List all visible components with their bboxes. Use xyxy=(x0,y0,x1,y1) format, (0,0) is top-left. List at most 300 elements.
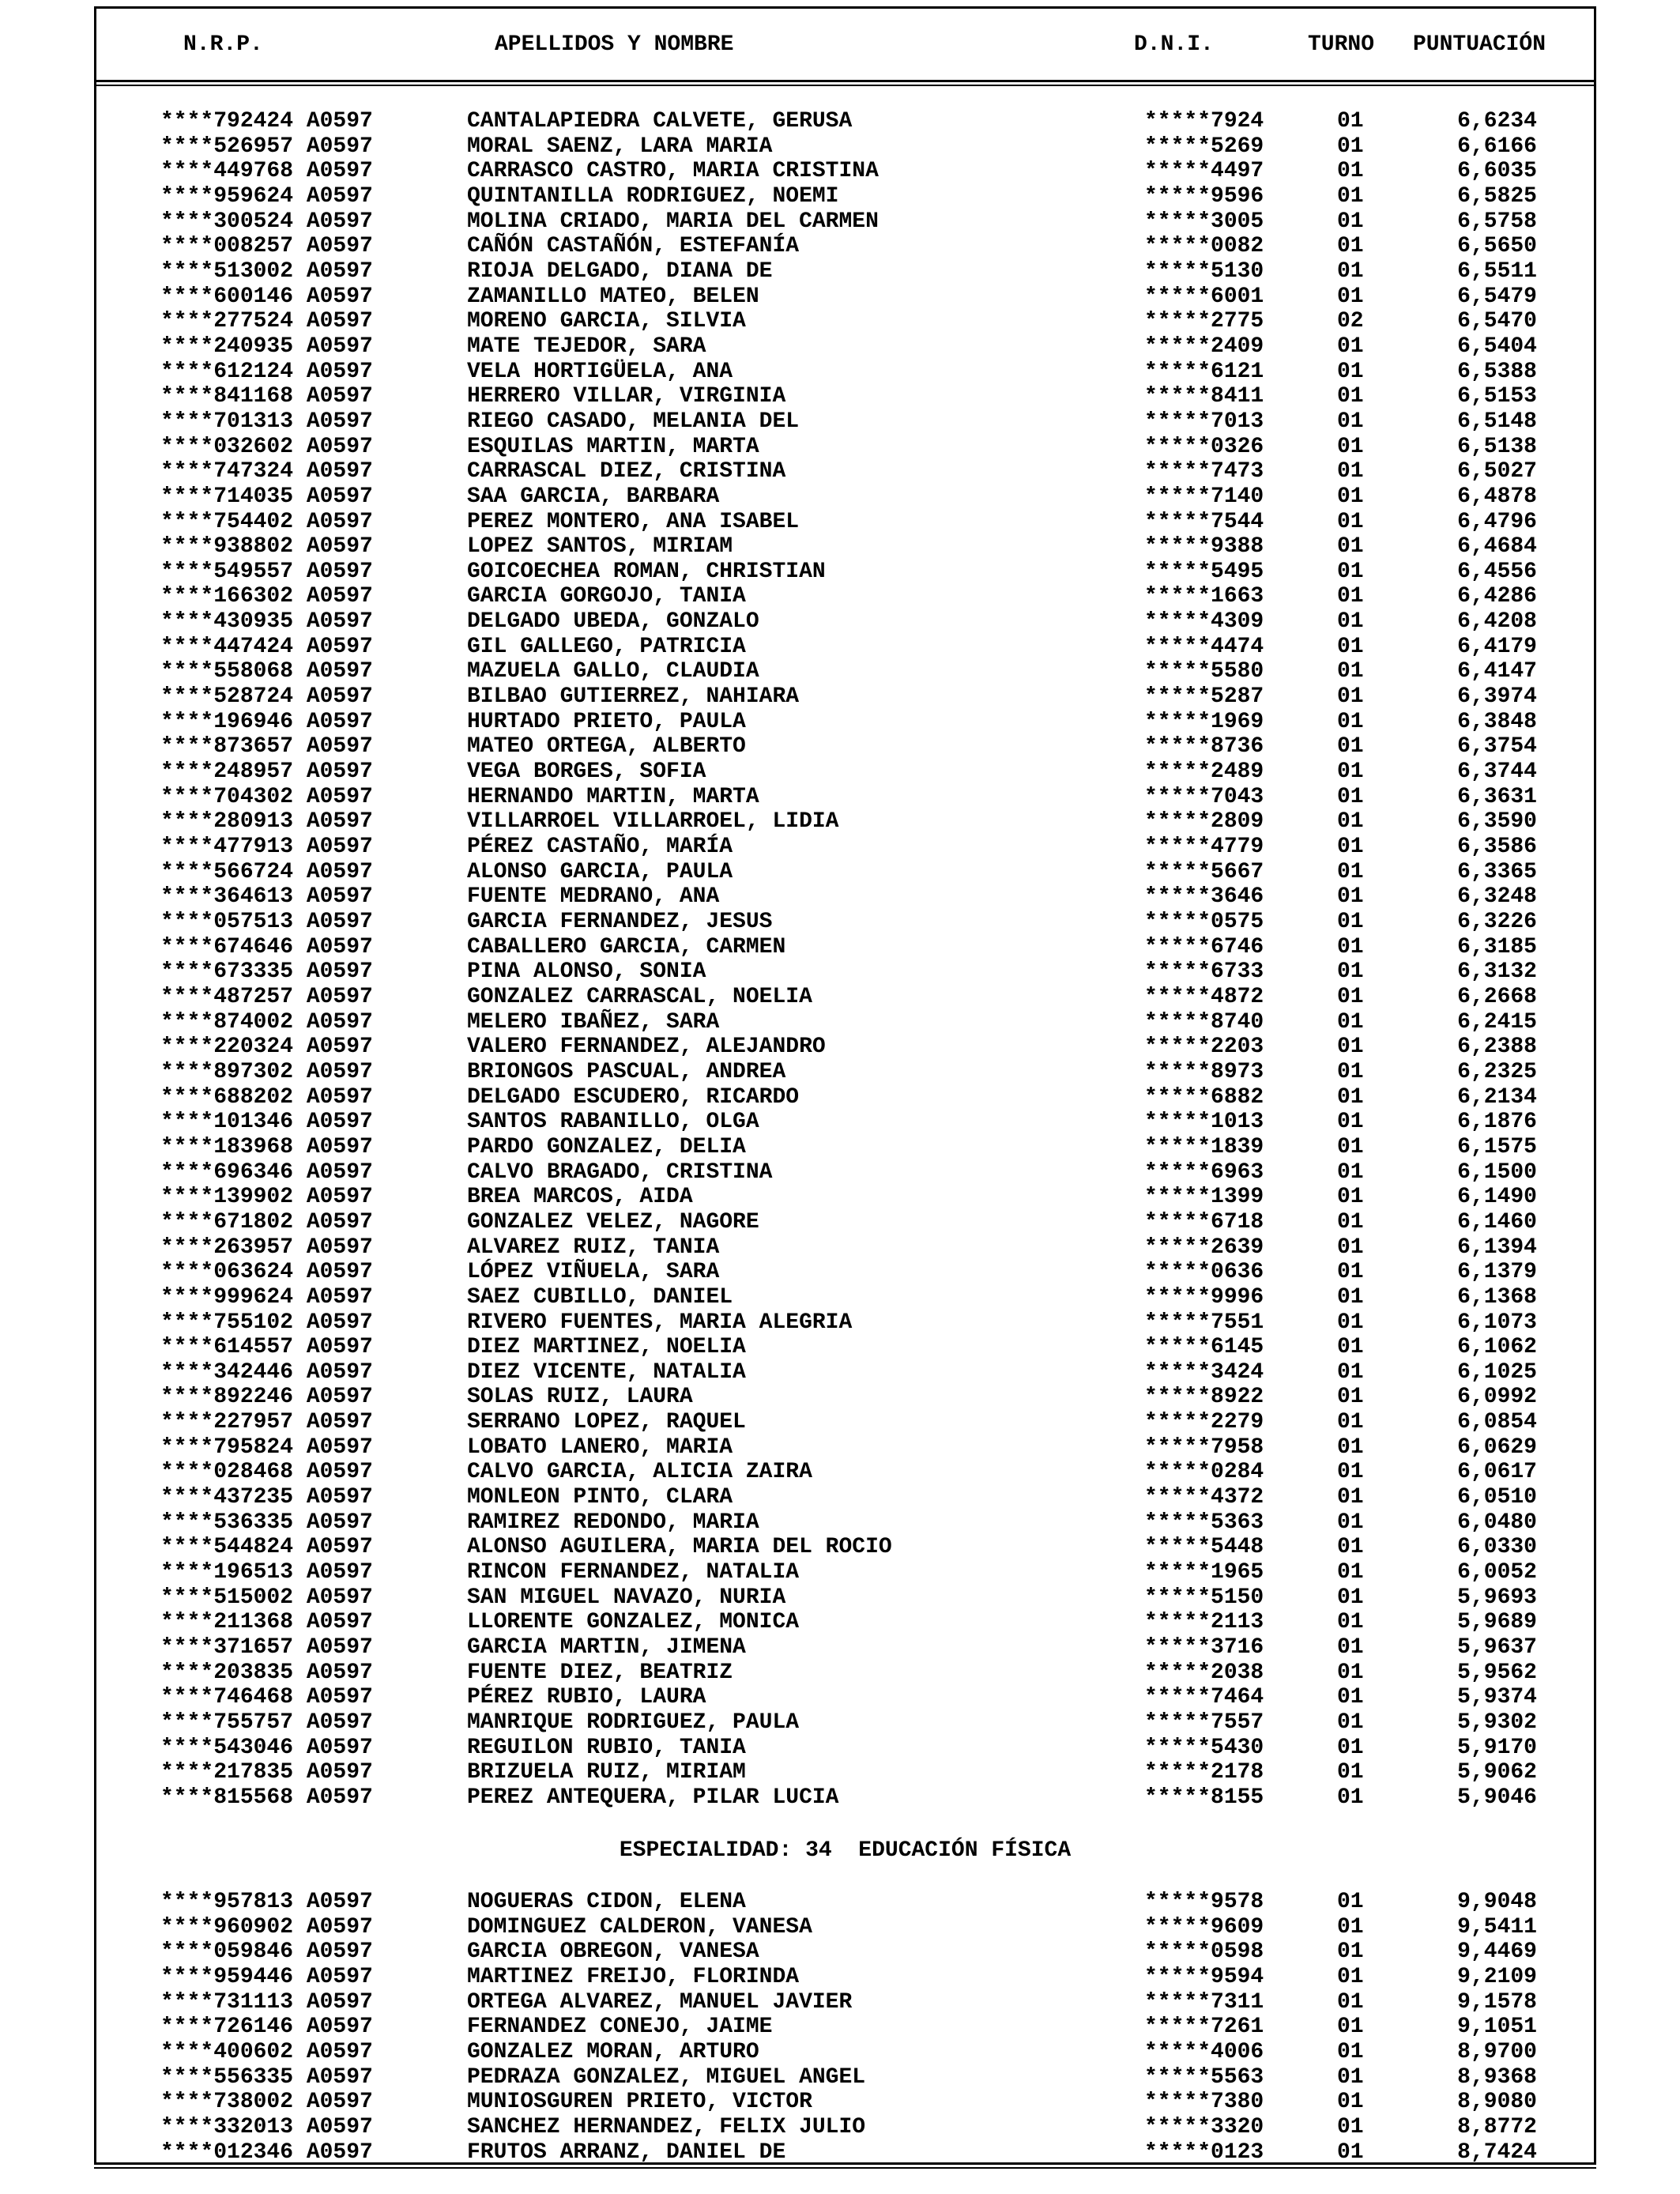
cell-turno: 01 xyxy=(1337,459,1364,484)
cell-dni: *****7380 xyxy=(1144,2090,1264,2115)
cell-nrp: ****342446 A0597 xyxy=(160,1359,373,1385)
cell-dni: *****8922 xyxy=(1144,1385,1264,1410)
cell-name: QUINTANILLA RODRIGUEZ, NOEMI xyxy=(467,183,839,209)
cell-puntuacion: 6,3631 xyxy=(1457,784,1537,809)
table-row xyxy=(0,1635,1680,1661)
cell-dni: *****9996 xyxy=(1144,1284,1264,1310)
cell-nrp: ****671802 A0597 xyxy=(160,1209,373,1235)
cell-name: ALONSO AGUILERA, MARIA DEL ROCIO xyxy=(467,1535,892,1560)
cell-dni: *****9578 xyxy=(1144,1890,1264,1914)
cell-name: MORENO GARCIA, SILVIA xyxy=(467,309,746,334)
cell-puntuacion: 6,2668 xyxy=(1457,984,1537,1009)
table-row xyxy=(0,534,1680,560)
cell-puntuacion: 6,1394 xyxy=(1457,1235,1537,1260)
cell-dni: *****0082 xyxy=(1144,234,1264,259)
cell-name: BRIONGOS PASCUAL, ANDREA xyxy=(467,1059,786,1084)
cell-turno: 01 xyxy=(1337,1940,1364,1965)
cell-puntuacion: 8,8772 xyxy=(1457,2114,1537,2139)
cell-turno: 01 xyxy=(1337,984,1364,1009)
cell-turno: 01 xyxy=(1337,1914,1364,1940)
cell-turno: 01 xyxy=(1337,784,1364,809)
table-row xyxy=(0,459,1680,484)
cell-turno: 01 xyxy=(1337,809,1364,835)
cell-puntuacion: 5,9302 xyxy=(1457,1710,1537,1735)
cell-nrp: ****612124 A0597 xyxy=(160,359,373,384)
table-row xyxy=(0,2040,1680,2065)
cell-turno: 01 xyxy=(1337,910,1364,934)
table-row xyxy=(0,510,1680,535)
cell-turno: 01 xyxy=(1337,134,1364,159)
cell-name: SOLAS RUIZ, LAURA xyxy=(467,1385,693,1410)
cell-dni: *****2279 xyxy=(1144,1410,1264,1435)
cell-turno: 01 xyxy=(1337,1785,1364,1810)
cell-name: DELGADO UBEDA, GONZALO xyxy=(467,609,759,635)
cell-dni: *****8740 xyxy=(1144,1009,1264,1035)
cell-name: CABALLERO GARCIA, CARMEN xyxy=(467,934,786,959)
column-header-name: APELLIDOS Y NOMBRE xyxy=(495,32,734,57)
cell-puntuacion: 6,4556 xyxy=(1457,559,1537,584)
cell-name: PARDO GONZALEZ, DELIA xyxy=(467,1134,746,1159)
cell-dni: *****3005 xyxy=(1144,209,1264,234)
cell-name: NOGUERAS CIDON, ELENA xyxy=(467,1890,746,1914)
cell-turno: 01 xyxy=(1337,209,1364,234)
cell-puntuacion: 6,0330 xyxy=(1457,1535,1537,1560)
cell-dni: *****7311 xyxy=(1144,1989,1264,2015)
cell-turno: 01 xyxy=(1337,1535,1364,1560)
cell-turno: 01 xyxy=(1337,1059,1364,1084)
cell-puntuacion: 6,1062 xyxy=(1457,1335,1537,1360)
cell-name: FUENTE DIEZ, BEATRIZ xyxy=(467,1660,733,1685)
cell-nrp: ****008257 A0597 xyxy=(160,234,373,259)
table-row xyxy=(0,2115,1680,2140)
cell-nrp: ****544824 A0597 xyxy=(160,1535,373,1560)
cell-name: GIL GALLEGO, PATRICIA xyxy=(467,634,746,659)
cell-puntuacion: 6,5388 xyxy=(1457,359,1537,384)
table-row xyxy=(0,860,1680,885)
cell-turno: 01 xyxy=(1337,1510,1364,1535)
cell-nrp: ****874002 A0597 xyxy=(160,1009,373,1035)
cell-puntuacion: 5,9693 xyxy=(1457,1585,1537,1610)
cell-nrp: ****203835 A0597 xyxy=(160,1660,373,1685)
cell-nrp: ****526957 A0597 xyxy=(160,134,373,159)
cell-puntuacion: 6,2388 xyxy=(1457,1035,1537,1060)
cell-dni: *****8736 xyxy=(1144,734,1264,760)
cell-turno: 01 xyxy=(1337,1660,1364,1685)
cell-nrp: ****614557 A0597 xyxy=(160,1335,373,1360)
table-row xyxy=(0,1915,1680,1940)
cell-turno: 01 xyxy=(1337,684,1364,710)
cell-puntuacion: 5,9170 xyxy=(1457,1735,1537,1760)
table-row xyxy=(0,1360,1680,1385)
cell-dni: *****7924 xyxy=(1144,109,1264,134)
cell-turno: 01 xyxy=(1337,1890,1364,1914)
header-divider-line-2 xyxy=(94,85,1596,86)
cell-nrp: ****263957 A0597 xyxy=(160,1235,373,1260)
cell-nrp: ****057513 A0597 xyxy=(160,910,373,934)
cell-name: BRIZUELA RUIZ, MIRIAM xyxy=(467,1760,746,1785)
cell-nrp: ****566724 A0597 xyxy=(160,859,373,884)
table-row xyxy=(0,484,1680,510)
column-header-dni: D.N.I. xyxy=(1134,32,1214,57)
cell-dni: *****4006 xyxy=(1144,2039,1264,2064)
cell-dni: *****5150 xyxy=(1144,1585,1264,1610)
cell-nrp: ****400602 A0597 xyxy=(160,2039,373,2064)
cell-puntuacion: 6,6166 xyxy=(1457,134,1537,159)
cell-nrp: ****217835 A0597 xyxy=(160,1760,373,1785)
table-row xyxy=(0,1110,1680,1135)
cell-dni: *****7140 xyxy=(1144,484,1264,509)
cell-puntuacion: 5,9046 xyxy=(1457,1785,1537,1810)
cell-puntuacion: 5,9062 xyxy=(1457,1760,1537,1785)
table-row xyxy=(0,259,1680,285)
cell-turno: 01 xyxy=(1337,1009,1364,1035)
cell-nrp: ****673335 A0597 xyxy=(160,959,373,985)
table-row xyxy=(0,159,1680,184)
cell-turno: 01 xyxy=(1337,659,1364,684)
cell-dni: *****7473 xyxy=(1144,459,1264,484)
cell-puntuacion: 6,3848 xyxy=(1457,709,1537,734)
cell-name: SANCHEZ HERNANDEZ, FELIX JULIO xyxy=(467,2114,866,2139)
cell-turno: 01 xyxy=(1337,534,1364,560)
cell-nrp: ****101346 A0597 xyxy=(160,1110,373,1135)
cell-puntuacion: 6,0480 xyxy=(1457,1510,1537,1535)
cell-nrp: ****738002 A0597 xyxy=(160,2090,373,2115)
table-row xyxy=(0,1940,1680,1965)
cell-nrp: ****059846 A0597 xyxy=(160,1940,373,1965)
cell-name: HURTADO PRIETO, PAULA xyxy=(467,709,746,734)
cell-name: SAN MIGUEL NAVAZO, NURIA xyxy=(467,1585,786,1610)
cell-turno: 01 xyxy=(1337,1385,1364,1410)
cell-puntuacion: 6,0510 xyxy=(1457,1485,1537,1510)
cell-turno: 01 xyxy=(1337,1185,1364,1210)
cell-puntuacion: 6,4286 xyxy=(1457,584,1537,609)
cell-turno: 01 xyxy=(1337,1635,1364,1661)
cell-dni: *****3320 xyxy=(1144,2114,1264,2139)
cell-nrp: ****166302 A0597 xyxy=(160,584,373,609)
cell-nrp: ****430935 A0597 xyxy=(160,609,373,635)
cell-nrp: ****280913 A0597 xyxy=(160,809,373,835)
table-row xyxy=(0,184,1680,209)
cell-nrp: ****240935 A0597 xyxy=(160,334,373,359)
table-row xyxy=(0,835,1680,860)
table-row xyxy=(0,1060,1680,1085)
cell-turno: 01 xyxy=(1337,359,1364,384)
cell-name: BREA MARCOS, AIDA xyxy=(467,1185,693,1210)
table-row xyxy=(0,1560,1680,1585)
cell-turno: 01 xyxy=(1337,1434,1364,1460)
cell-puntuacion: 8,7424 xyxy=(1457,2139,1537,2165)
cell-name: MUNIOSGUREN PRIETO, VICTOR xyxy=(467,2090,812,2115)
cell-turno: 01 xyxy=(1337,1460,1364,1485)
cell-nrp: ****688202 A0597 xyxy=(160,1084,373,1110)
cell-dni: *****2775 xyxy=(1144,309,1264,334)
table-row xyxy=(0,1535,1680,1560)
table-row xyxy=(0,2140,1680,2166)
cell-dni: *****1969 xyxy=(1144,709,1264,734)
cell-name: DIEZ MARTINEZ, NOELIA xyxy=(467,1335,746,1360)
cell-puntuacion: 6,3248 xyxy=(1457,884,1537,910)
cell-nrp: ****556335 A0597 xyxy=(160,2064,373,2090)
cell-nrp: ****755757 A0597 xyxy=(160,1710,373,1735)
cell-dni: *****2038 xyxy=(1144,1660,1264,1685)
cell-puntuacion: 5,9562 xyxy=(1457,1660,1537,1685)
table-row xyxy=(0,209,1680,235)
cell-nrp: ****841168 A0597 xyxy=(160,384,373,409)
cell-puntuacion: 5,9374 xyxy=(1457,1685,1537,1710)
cell-dni: *****3716 xyxy=(1144,1635,1264,1661)
cell-turno: 01 xyxy=(1337,760,1364,785)
cell-puntuacion: 9,1051 xyxy=(1457,2015,1537,2040)
cell-puntuacion: 9,1578 xyxy=(1457,1989,1537,2015)
cell-nrp: ****999624 A0597 xyxy=(160,1284,373,1310)
cell-dni: *****5269 xyxy=(1144,134,1264,159)
cell-turno: 01 xyxy=(1337,1735,1364,1760)
table-row xyxy=(0,1010,1680,1035)
cell-turno: 01 xyxy=(1337,584,1364,609)
cell-dni: *****5448 xyxy=(1144,1535,1264,1560)
cell-nrp: ****028468 A0597 xyxy=(160,1460,373,1485)
cell-turno: 01 xyxy=(1337,1585,1364,1610)
cell-puntuacion: 6,5027 xyxy=(1457,459,1537,484)
cell-dni: *****6001 xyxy=(1144,284,1264,309)
cell-nrp: ****371657 A0597 xyxy=(160,1635,373,1661)
cell-name: RIVERO FUENTES, MARIA ALEGRIA xyxy=(467,1310,853,1335)
cell-puntuacion: 6,6035 xyxy=(1457,159,1537,184)
table-row xyxy=(0,1260,1680,1285)
cell-nrp: ****959624 A0597 xyxy=(160,183,373,209)
cell-dni: *****7261 xyxy=(1144,2015,1264,2040)
cell-nrp: ****897302 A0597 xyxy=(160,1059,373,1084)
cell-dni: *****8155 xyxy=(1144,1785,1264,1810)
table-row xyxy=(0,2090,1680,2115)
cell-name: GARCIA FERNANDEZ, JESUS xyxy=(467,910,773,934)
cell-dni: *****0284 xyxy=(1144,1460,1264,1485)
cell-dni: *****7544 xyxy=(1144,509,1264,534)
cell-turno: 01 xyxy=(1337,109,1364,134)
cell-nrp: ****332013 A0597 xyxy=(160,2114,373,2139)
cell-puntuacion: 6,2325 xyxy=(1457,1059,1537,1084)
cell-nrp: ****183968 A0597 xyxy=(160,1134,373,1159)
cell-name: GARCIA MARTIN, JIMENA xyxy=(467,1635,746,1661)
table-row xyxy=(0,985,1680,1010)
column-header-turno: TURNO xyxy=(1308,32,1375,57)
table-row xyxy=(0,435,1680,460)
cell-dni: *****7551 xyxy=(1144,1310,1264,1335)
table-row xyxy=(0,1085,1680,1110)
table-row xyxy=(0,584,1680,609)
cell-dni: *****0123 xyxy=(1144,2139,1264,2165)
cell-turno: 01 xyxy=(1337,1760,1364,1785)
cell-dni: *****2489 xyxy=(1144,760,1264,785)
cell-turno: 01 xyxy=(1337,159,1364,184)
cell-nrp: ****515002 A0597 xyxy=(160,1585,373,1610)
cell-name: MONLEON PINTO, CLARA xyxy=(467,1485,733,1510)
cell-name: GONZALEZ CARRASCAL, NOELIA xyxy=(467,984,812,1009)
cell-dni: *****3646 xyxy=(1144,884,1264,910)
cell-dni: *****1839 xyxy=(1144,1134,1264,1159)
table-row xyxy=(0,1710,1680,1736)
table-row xyxy=(0,234,1680,259)
cell-turno: 01 xyxy=(1337,1989,1364,2015)
specialty-section-title: ESPECIALIDAD: 34 EDUCACIÓN FÍSICA xyxy=(619,1838,1072,1863)
cell-nrp: ****449768 A0597 xyxy=(160,159,373,184)
cell-puntuacion: 6,1368 xyxy=(1457,1284,1537,1310)
cell-puntuacion: 6,5758 xyxy=(1457,209,1537,234)
cell-puntuacion: 9,2109 xyxy=(1457,1964,1537,1989)
table-row xyxy=(0,1160,1680,1186)
cell-dni: *****5580 xyxy=(1144,659,1264,684)
cell-nrp: ****220324 A0597 xyxy=(160,1035,373,1060)
cell-puntuacion: 6,5153 xyxy=(1457,384,1537,409)
cell-turno: 01 xyxy=(1337,1560,1364,1585)
cell-nrp: ****714035 A0597 xyxy=(160,484,373,509)
cell-turno: 01 xyxy=(1337,835,1364,860)
cell-puntuacion: 6,3590 xyxy=(1457,809,1537,835)
cell-name: MATEO ORTEGA, ALBERTO xyxy=(467,734,746,760)
cell-turno: 01 xyxy=(1337,2090,1364,2115)
cell-turno: 01 xyxy=(1337,1284,1364,1310)
cell-turno: 01 xyxy=(1337,183,1364,209)
cell-name: CANTALAPIEDRA CALVETE, GERUSA xyxy=(467,109,853,134)
cell-nrp: ****795824 A0597 xyxy=(160,1434,373,1460)
cell-turno: 01 xyxy=(1337,284,1364,309)
cell-name: SAA GARCIA, BARBARA xyxy=(467,484,720,509)
cell-name: RAMIREZ REDONDO, MARIA xyxy=(467,1510,759,1535)
cell-puntuacion: 6,2134 xyxy=(1457,1084,1537,1110)
table-row xyxy=(0,635,1680,660)
cell-turno: 01 xyxy=(1337,1310,1364,1335)
table-row xyxy=(0,360,1680,385)
table-row xyxy=(0,684,1680,710)
cell-nrp: ****960902 A0597 xyxy=(160,1914,373,1940)
cell-dni: *****0598 xyxy=(1144,1940,1264,1965)
cell-puntuacion: 6,3226 xyxy=(1457,910,1537,934)
cell-name: LÓPEZ VIÑUELA, SARA xyxy=(467,1260,720,1285)
cell-turno: 01 xyxy=(1337,509,1364,534)
table-row xyxy=(0,935,1680,960)
cell-nrp: ****873657 A0597 xyxy=(160,734,373,760)
table-row xyxy=(0,384,1680,409)
cell-dni: *****4474 xyxy=(1144,634,1264,659)
cell-nrp: ****437235 A0597 xyxy=(160,1485,373,1510)
table-row xyxy=(0,2065,1680,2090)
cell-name: PEDRAZA GONZALEZ, MIGUEL ANGEL xyxy=(467,2064,866,2090)
cell-name: GONZALEZ VELEZ, NAGORE xyxy=(467,1209,759,1235)
cell-puntuacion: 6,1575 xyxy=(1457,1134,1537,1159)
cell-puntuacion: 6,1460 xyxy=(1457,1209,1537,1235)
cell-turno: 01 xyxy=(1337,1260,1364,1285)
cell-name: VEGA BORGES, SOFIA xyxy=(467,760,706,785)
cell-nrp: ****938802 A0597 xyxy=(160,534,373,560)
cell-puntuacion: 6,1025 xyxy=(1457,1359,1537,1385)
cell-puntuacion: 6,4208 xyxy=(1457,609,1537,635)
cell-name: CALVO GARCIA, ALICIA ZAIRA xyxy=(467,1460,812,1485)
cell-name: GOICOECHEA ROMAN, CHRISTIAN xyxy=(467,559,826,584)
table-row xyxy=(0,134,1680,160)
cell-name: CALVO BRAGADO, CRISTINA xyxy=(467,1159,773,1185)
cell-puntuacion: 9,5411 xyxy=(1457,1914,1537,1940)
cell-nrp: ****755102 A0597 xyxy=(160,1310,373,1335)
table-row xyxy=(0,1235,1680,1261)
results-section-2 xyxy=(0,1890,1680,2165)
cell-name: ALVAREZ RUIZ, TANIA xyxy=(467,1235,720,1260)
cell-nrp: ****543046 A0597 xyxy=(160,1735,373,1760)
cell-turno: 01 xyxy=(1337,859,1364,884)
cell-puntuacion: 6,5138 xyxy=(1457,434,1537,459)
table-row xyxy=(0,1661,1680,1686)
cell-name: LLORENTE GONZALEZ, MONICA xyxy=(467,1610,800,1635)
cell-name: LOBATO LANERO, MARIA xyxy=(467,1434,733,1460)
cell-turno: 01 xyxy=(1337,384,1364,409)
table-row xyxy=(0,1210,1680,1235)
cell-turno: 01 xyxy=(1337,2114,1364,2139)
cell-name: ALONSO GARCIA, PAULA xyxy=(467,859,733,884)
cell-name: PÉREZ CASTAÑO, MARÍA xyxy=(467,835,733,860)
table-row xyxy=(0,1435,1680,1461)
cell-puntuacion: 8,9700 xyxy=(1457,2039,1537,2064)
table-row xyxy=(0,910,1680,935)
cell-nrp: ****032602 A0597 xyxy=(160,434,373,459)
cell-turno: 01 xyxy=(1337,2139,1364,2165)
cell-nrp: ****792424 A0597 xyxy=(160,109,373,134)
cell-turno: 01 xyxy=(1337,1485,1364,1510)
table-row xyxy=(0,1310,1680,1336)
cell-name: MELERO IBAÑEZ, SARA xyxy=(467,1009,720,1035)
cell-dni: *****7464 xyxy=(1144,1685,1264,1710)
table-row xyxy=(0,109,1680,134)
cell-dni: *****4872 xyxy=(1144,984,1264,1009)
cell-turno: 01 xyxy=(1337,734,1364,760)
cell-turno: 01 xyxy=(1337,1335,1364,1360)
cell-puntuacion: 6,5650 xyxy=(1457,234,1537,259)
cell-puntuacion: 6,5825 xyxy=(1457,183,1537,209)
cell-turno: 01 xyxy=(1337,884,1364,910)
table-row xyxy=(0,1510,1680,1536)
cell-dni: *****5130 xyxy=(1144,258,1264,284)
column-header-puntuacion: PUNTUACIÓN xyxy=(1413,32,1546,57)
cell-turno: 01 xyxy=(1337,2015,1364,2040)
cell-nrp: ****196513 A0597 xyxy=(160,1560,373,1585)
cell-dni: *****1663 xyxy=(1144,584,1264,609)
cell-dni: *****2409 xyxy=(1144,334,1264,359)
cell-nrp: ****063624 A0597 xyxy=(160,1260,373,1285)
page-bottom-rule-2 xyxy=(94,2167,1596,2169)
cell-puntuacion: 5,9689 xyxy=(1457,1610,1537,1635)
cell-puntuacion: 9,9048 xyxy=(1457,1890,1537,1914)
cell-nrp: ****726146 A0597 xyxy=(160,2015,373,2040)
cell-name: CARRASCO CASTRO, MARIA CRISTINA xyxy=(467,159,879,184)
cell-puntuacion: 6,4179 xyxy=(1457,634,1537,659)
table-row xyxy=(0,710,1680,735)
cell-puntuacion: 6,5148 xyxy=(1457,409,1537,434)
table-row xyxy=(0,760,1680,785)
cell-nrp: ****248957 A0597 xyxy=(160,760,373,785)
cell-dni: *****2639 xyxy=(1144,1235,1264,1260)
table-row xyxy=(0,734,1680,760)
table-row xyxy=(0,1385,1680,1410)
cell-dni: *****5495 xyxy=(1144,559,1264,584)
cell-puntuacion: 6,4878 xyxy=(1457,484,1537,509)
cell-puntuacion: 6,0617 xyxy=(1457,1460,1537,1485)
cell-dni: *****6733 xyxy=(1144,959,1264,985)
cell-name: ZAMANILLO MATEO, BELEN xyxy=(467,284,759,309)
cell-dni: *****7557 xyxy=(1144,1710,1264,1735)
cell-turno: 01 xyxy=(1337,434,1364,459)
table-row xyxy=(0,2015,1680,2040)
cell-turno: 01 xyxy=(1337,1110,1364,1135)
cell-puntuacion: 6,3185 xyxy=(1457,934,1537,959)
cell-nrp: ****549557 A0597 xyxy=(160,559,373,584)
